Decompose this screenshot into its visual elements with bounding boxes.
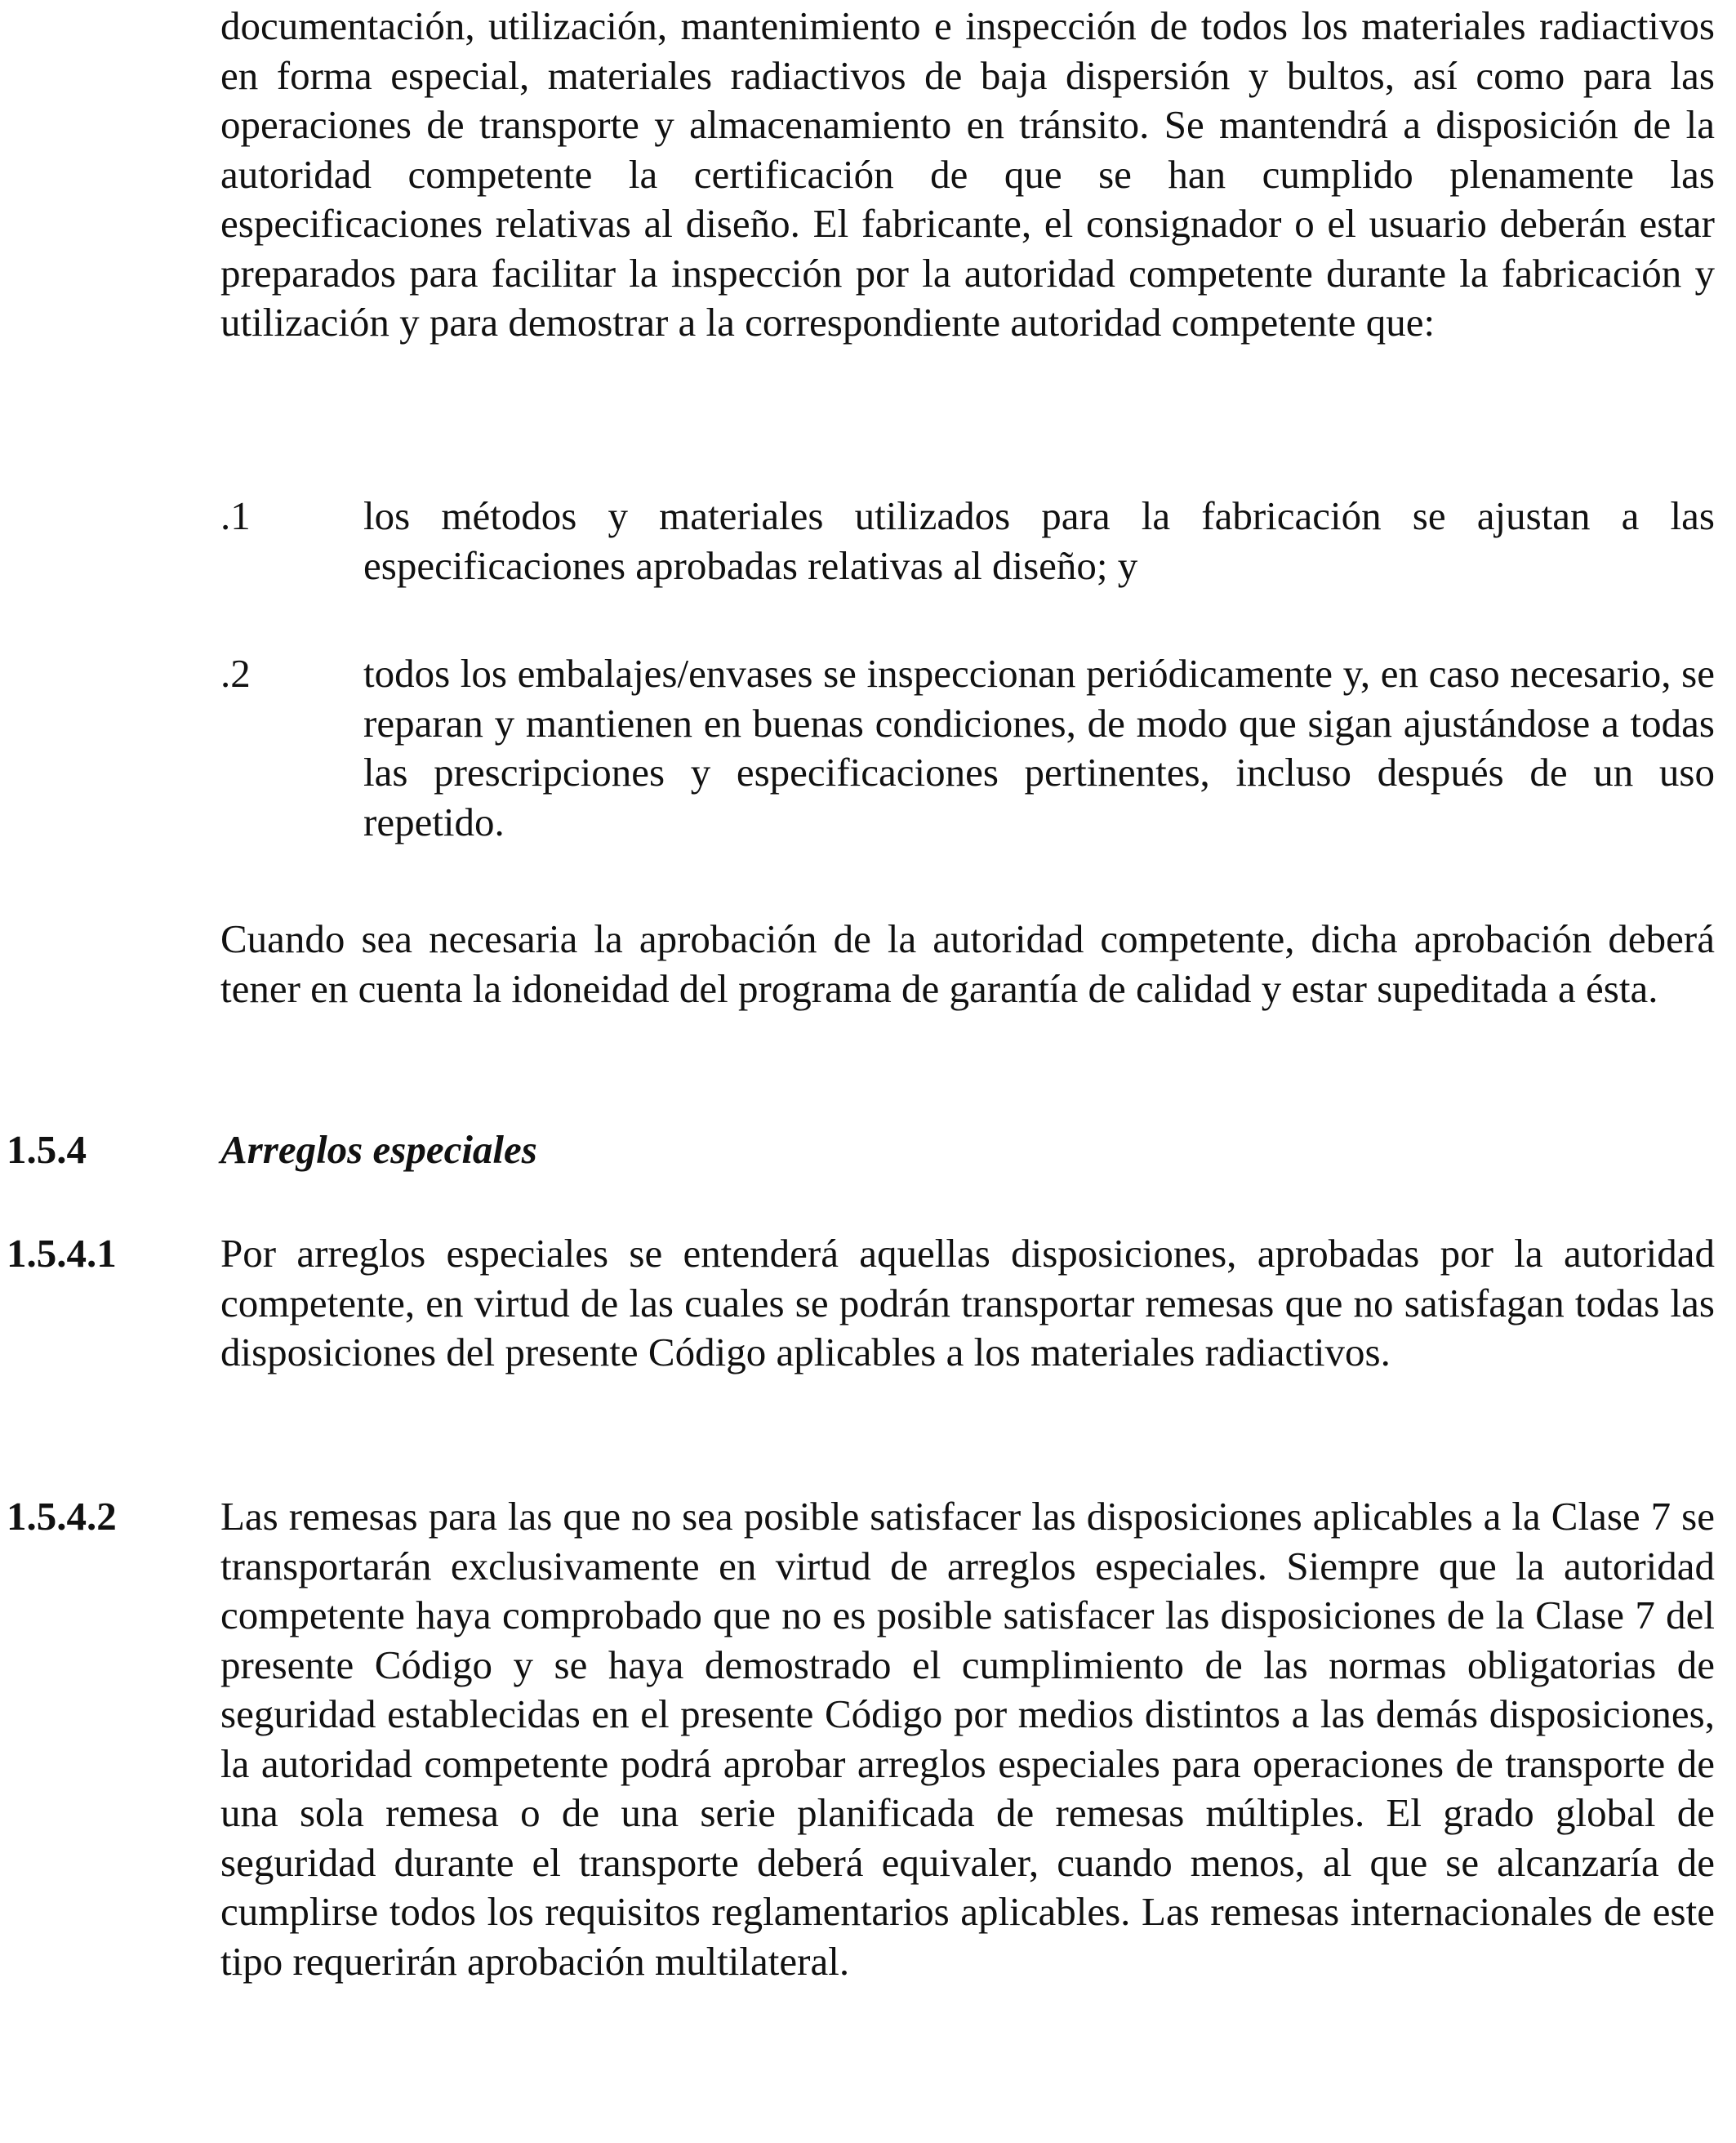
subsection-1-number: 1.5.4.1 xyxy=(7,1231,117,1276)
section-title: Arreglos especiales xyxy=(220,1127,537,1172)
subsection-1-text: Por arreglos especiales se entenderá aquellas disposiciones, aprobadas por la autoridad competente, en virtud de las cuales se podrán transportar remesas que no satisfagan todas las disposiciones del presente Código aplicables a los materiales radiactivos. xyxy=(220,1231,1715,1374)
closing-paragraph: Cuando sea necesaria la aprobación de la autoridad competente, dicha aprobación deberá tener en cuenta la idoneidad del programa de garantía de calidad y estar supeditada a ésta. xyxy=(220,916,1715,1011)
list-item-2-text: todos los embalajes/envases se inspeccionan periódicamente y, en caso necesario, se reparan y mantienen en buenas condiciones, de modo que sigan ajustándose a todas las prescripciones y especificaciones pertinentes, incluso después de un uso repetido. xyxy=(363,651,1715,844)
subsection-2-text: Las remesas para las que no sea posible satisfacer las disposiciones aplicables a la Clase 7 se transportarán exclusivamente en virtud de arreglos especiales. Siempre que la autoridad competente haya comprobado que no es posible satisfacer las disposiciones de la Clase 7 del presente Código y se haya demostrado el cumplimiento de las normas obligatorias de seguridad establecidas en el presente Código por medios distintos a las demás disposiciones, la autoridad competente podrá aprobar arreglos especiales para operaciones de transporte de una sola remesa o de una serie planificada de remesas múltiples. El grado global de seguridad durante el transporte deberá equivaler, cuando menos, al que se alcanzaría de cumplirse todos los requisitos reglamentarios aplicables. Las remesas internacionales de este tipo requerirán aprobación multilateral. xyxy=(220,1494,1715,1984)
list-item-1-text: los métodos y materiales utilizados para la fabricación se ajustan a las especificaciones aprobadas relativas al diseño; y xyxy=(363,493,1715,588)
list-item-1-number: .1 xyxy=(220,493,251,538)
subsection-2-number: 1.5.4.2 xyxy=(7,1494,117,1539)
section-number: 1.5.4 xyxy=(7,1127,87,1172)
intro-paragraph: documentación, utilización, mantenimiento e inspección de todos los materiales radiactivos en forma especial, materiales radiactivos de baja dispersión y bultos, así como para las operaciones de transporte y almacenamiento en tránsito. Se mantendrá a disposición de la autoridad competente la certificación de que se han cumplido plenamente las especificaciones relativas al diseño. El fabricante, el consignador o el usuario deberán estar preparados para facilitar la inspección por la autoridad competente durante la fabricación y utilización y para demostrar a la correspondiente autoridad competente que: xyxy=(220,3,1715,345)
list-item-2-number: .2 xyxy=(220,651,251,696)
